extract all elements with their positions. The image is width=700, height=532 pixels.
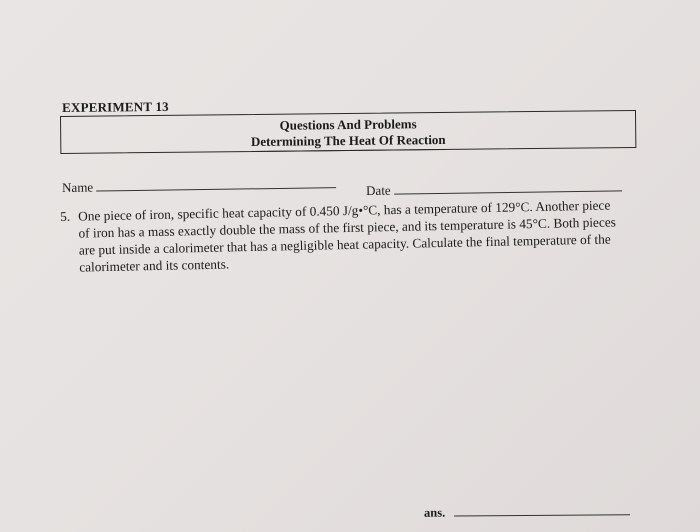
- date-blank-line: [394, 190, 622, 194]
- question-5: [60, 196, 621, 276]
- experiment-heading: EXPERIMENT 13: [62, 98, 169, 115]
- name-label: Name: [62, 179, 94, 195]
- name-blank-line: [96, 187, 336, 191]
- answer-row: [424, 504, 630, 520]
- question-number: 5.: [60, 208, 71, 224]
- answer-label: ans.: [423, 505, 446, 520]
- title-box: [60, 110, 636, 154]
- answer-blank-line: [454, 514, 630, 516]
- date-label: Date: [366, 182, 391, 198]
- title-line-2: Determining The Heat Of Reaction: [251, 132, 446, 152]
- question-text: One piece of iron, specific heat capacity of 0.450 J/g•°C, has a temperature of 129°C. Another piece of iron has a mass exactly double the mass of the first piece, and its temperature is 45°C. Both pieces are put inside a calorimeter that has a negligible heat capacity. Calculate the final temperature of the calorimeter and its contents.: [78, 197, 616, 275]
- name-row: [62, 176, 336, 196]
- title-line-1: Questions And Problems: [279, 116, 417, 133]
